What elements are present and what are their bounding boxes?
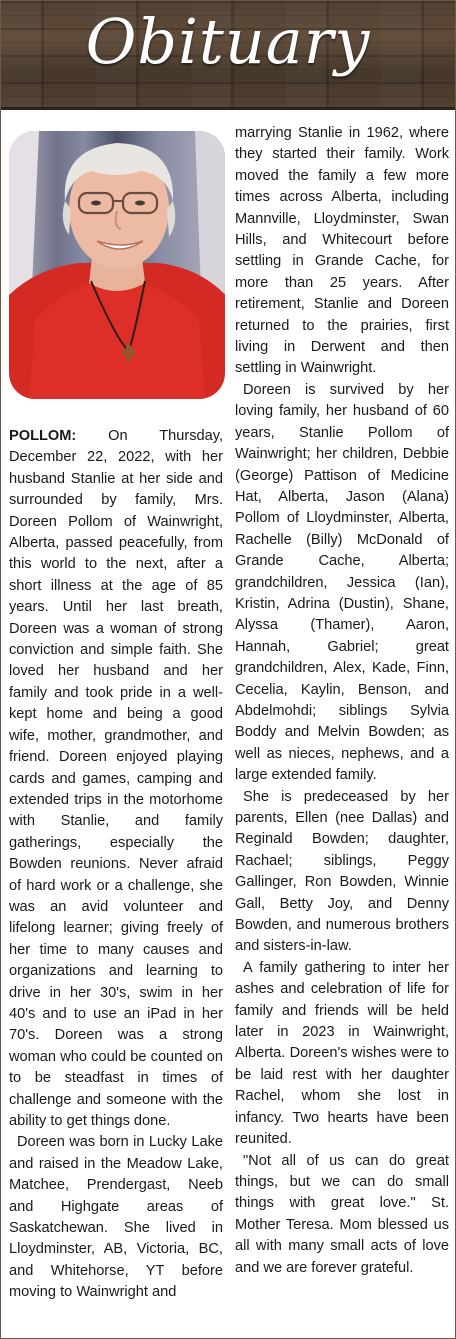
header-banner	[1, 1, 455, 110]
obituary-paragraph-quote: "Not all of us can do great things, but we can do small things with great love." St. Mother Teresa. Mom blessed us all with many small acts of love and we are forever grateful.	[235, 1152, 449, 1276]
obituary-paragraph-survivors: Doreen is survived by her loving family, her husband of 60 years, Stanlie Pollom of Wainwright; her children, Debbie (George) Pattison of Medicine Hat, Alberta, Jason (Alana) Pollom of Lloydminster, Alberta, Rachelle (Billy) McDonald of Grande Cache, Alberta; grandchildren, Jessica (Ian), Kristin, Adrina (Dustin), Shane, Alyssa (Thamer), Aaron, Hannah, Gabriel; great grandchildren, Alex, Kade, Finn, Cecelia, Kaylin, Benson, and Abdelmohdi; siblings Sylvia Boddy and Melvin Bowden; as well as nieces, nephews, and a large extended family.	[235, 381, 449, 784]
obituary-paragraph-service: A family gathering to inter her ashes and celebration of life for family and friends will be held later in 2023 in Wainwright, Alberta. Doreen's wishes were to be laid rest with her daughter Rachel, whom she lost in infancy. Two hearts have been reunited.	[235, 959, 449, 1148]
page-title: Obituary	[85, 5, 371, 78]
portrait-photo-icon	[9, 131, 225, 399]
obituary-paragraph-2-continued: marrying Stanlie in 1962, where they started their family. Work moved the family a few more times across Alberta, including Mannville, Lloydminster, Swan Hills, and Whitecourt before settling in Grande Cache, for more than 25 years. After retirement, Stanlie and Doreen returned to the prairies, first living in Derwent and then settling in Wainwright.	[235, 125, 449, 377]
obituary-paragraph-predeceased: She is predeceased by her parents, Ellen (nee Dallas) and Reginald Bowden; daughter, Rachael; siblings, Peggy Gallinger, Ron Bowden, Winnie Gall, Betty Joy, and Denny Bowden, and numerous brothers and sisters-in-law.	[235, 788, 449, 955]
obituary-paragraph-1-text: On Thursday, December 22, 2022, with her husband Stanlie at her side and surrounded by family, Mrs. Doreen Pollom of Wainwright, Alberta, passed peacefully, from this world to the next, after a short illness at the age of 85 years. Until her last breath, Doreen was a woman of strong conviction and simple faith. She loved her husband and her family and took pride in a well-kept home and being a good wife, mother, grandmother, and friend. Doreen enjoyed playing cards and games, camping and extended trips in the motorhome with Stanlie, and family gatherings, especially the Bowden reunions. Never afraid of hard work or a challenge, she was an avid volunteer and lifelong learner; giving freely of her time to many causes and organizations and learning to drive in her 30's, swim in her 40's and to use an iPad in her 70's. Doreen was a strong woman who could be counted on to be steadfast in times of challenge and someone with the ability to get things done.	[9, 428, 223, 1129]
text-column-right	[235, 123, 449, 1279]
obituary-paragraph-2: Doreen was born in Lucky Lake and raised in the Meadow Lake, Matchee, Prendergast, Neeb and Highgate areas of Saskatchewan. She lived in Lloydminster, AB, Victoria, BC, and Whitehorse, YT before moving to Wainwright and	[9, 1134, 223, 1301]
obituary-lead-name: POLLOM:	[9, 428, 77, 444]
portrait-photo	[9, 131, 225, 399]
text-column-left	[9, 426, 223, 1304]
obituary-paragraph-1	[9, 426, 223, 1132]
